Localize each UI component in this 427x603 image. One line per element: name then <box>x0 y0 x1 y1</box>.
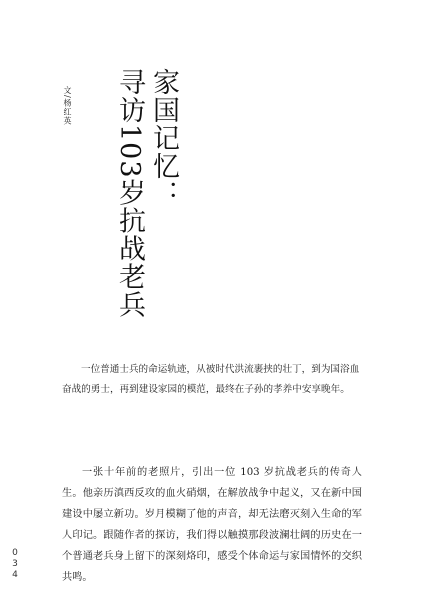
author-byline: 文/杨红英 <box>63 86 72 126</box>
article-title-line-1: 家国记忆： <box>148 68 179 208</box>
page-number <box>10 548 20 581</box>
page-number-digit: 0 <box>12 548 18 558</box>
article-title-line-2: 寻访103岁抗战老兵 <box>114 68 145 319</box>
article-title <box>112 68 180 319</box>
page-number-digit: 3 <box>12 559 18 569</box>
page-number-digit: 4 <box>12 570 18 580</box>
article-body: 一张十年前的老照片，引出一位 103 岁抗战老兵的传奇人生。他亲历滇西反攻的血火硝烟，在解放战争中起义，又在新中国建设中屡立新功。岁月模糊了他的声音，却无法磨灭刻入生命的军人印记。跟随作者的探访，我们得以触摸那段波澜壮阔的历史在一个普通老兵身上留下的深刻烙印，感受个体命运与家国情怀的交织共鸣。 <box>62 467 362 583</box>
article-intro: 一位普通士兵的命运轨迹，从被时代洪流裹挟的壮丁，到为国浴血奋战的勇士，再到建设家园的模范，最终在子孙的孝养中安享晚年。 <box>62 364 360 395</box>
